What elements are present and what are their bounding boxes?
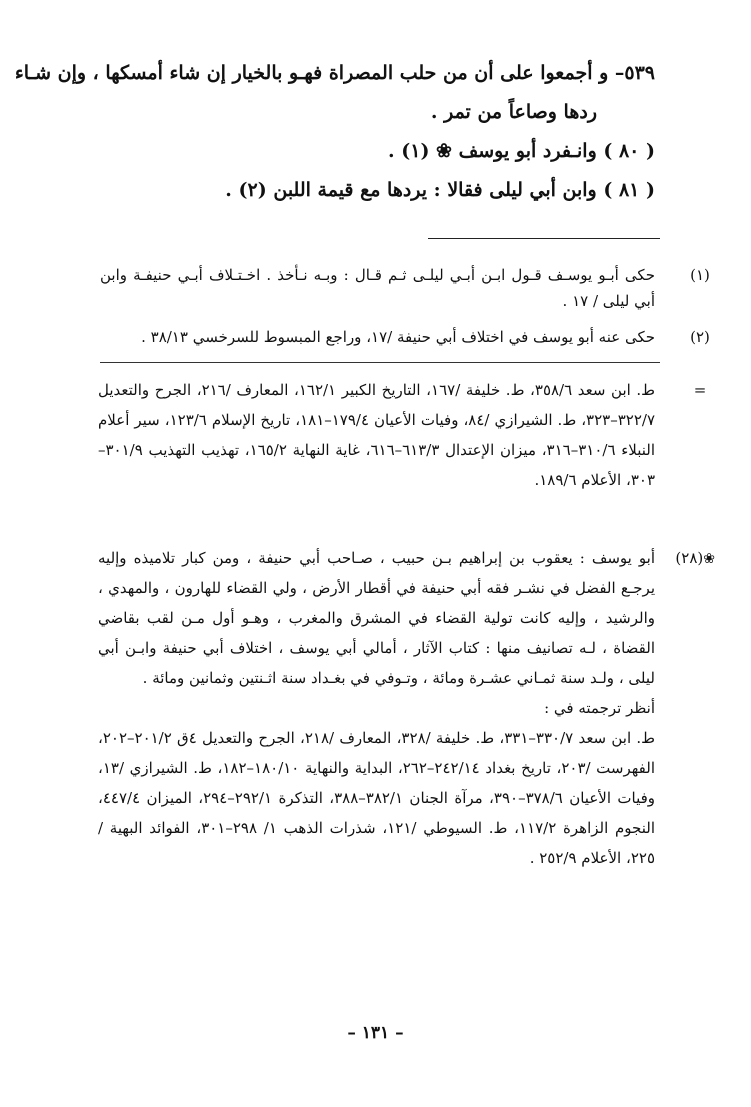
page-number: – ١٣١ – <box>347 1023 404 1043</box>
footnote-text: حكى أبـو يوسـف قـول ابـن أبـي ليلـى ثـم قـال : وبـه نـأخذ . اخـتـلاف أبـي حنيفـة وابن أبي ليلى / ١٧ . <box>100 266 655 310</box>
footnote-marker: (٢) <box>690 328 710 346</box>
main-line-81: ( ٨١ ) وابن أبي ليلى فقالا : يردها مع قيمة اللبن (٢) . <box>225 179 655 201</box>
biography-sources: ط. ابن سعد ٣٥٨/٦، ط. خليفة /١٦٧، التاريخ الكبير ١٦٢/١، المعارف /٢١٦، الجرح والتعديل ٣٢٢/٧–٣٢٣، ط. الشيرازي /٨٤، وفيات الأعيان ١٧٩/٤–١٨١، تاريخ الإسلام ١٢٣/٦، سير أعلام النبلاء ٣١٠/٦–٣١٦، ميزان الإعتدال ٦١٣/٣–٦١٦، غاية النهاية ١٦٥/٢، تهذيب التهذيب ٣٠١/٩–٣٠٣، الأعلام ١٨٩/٦. <box>98 381 656 489</box>
biography-see-also: أنظر ترجمته في : <box>544 699 655 717</box>
main-line-continuation: ردها وصاعاً من تمر . <box>430 101 597 123</box>
biography-marker: ❀(٢٨) <box>675 549 715 567</box>
main-line-80: ( ٨٠ ) وانـفرد أبو يوسف ❀ (١) . <box>387 140 655 162</box>
biography-references: ط. ابن سعد ٣٣٠/٧–٣٣١، ط. خليفة /٣٢٨، المعارف /٢١٨، الجرح والتعديل ٤ق ٢٠١/٢–٢٠٢، الفهرست /٢٠٣، تاريخ بغداد ٢٤٢/١٤–٢٦٢، البداية والنهاية ١٨٠/١٠–١٨٢، ط. الشيرازي /١٣، وفيات الأعيان ٣٧٨/٦–٣٩٠، مرآة الجنان ٣٨٢/١–٣٨٨، التذكرة ٢٩٢/١–٢٩٤، الميزان ٤٤٧/٤، النجوم الزاهرة ١١٧/٢، ط. السيوطي /١٢١، شذرات الذهب ١/ ٢٩٨–٣٠١، الفوائد البهية /٢٢٥، الأعلام ٢٥٢/٩ . <box>98 729 656 867</box>
biography-abu-yusuf <box>98 543 715 873</box>
footnote-2 <box>100 324 710 350</box>
biography-paragraph: أبو يوسف : يعقوب بن إبراهيم بـن حبيب ، صـاحب أبي حنيفة ، ومن كبار تلاميذه وإليه يرجـع الفضل في نشـر فقه أبي حنيفة في أقطار الأرض ، ولي القضاء للهارون ، والمهدي ، والرشيد ، وإليه كانت تولية القضاء في المشرق والمغرب ، وهـو أول مـن لقب بقاضي القضاة ، لـه تصانيف منها : كتاب الآثار ، أمالي أبي يوسف ، اختلاف أبي حنيفة وابـن أبي ليلى ، ولـد سنة ثمـاني عشـرة ومائة ، وتـوفي في بغـداد سنة اثـنتين وثمانين ومائة . <box>98 549 655 687</box>
biography-continuation <box>98 375 707 495</box>
main-line-539: ٥٣٩– و أجمعوا على أن من حلب المصراة فهـو بالخيار إن شاء أمسكها ، وإن شـاء <box>14 62 655 84</box>
main-text <box>14 62 655 218</box>
footnote-marker: (١) <box>690 266 710 284</box>
continuation-marker: = <box>693 381 707 399</box>
flower-icon: ❀ <box>703 551 715 567</box>
biography-divider <box>100 362 660 363</box>
footnote-1 <box>100 262 710 314</box>
footnote-text: حكى عنه أبو يوسف في اختلاف أبي حنيفة /١٧، وراجع المبسوط للسرخسي ٣٨/١٣ . <box>141 328 655 346</box>
footnote-divider <box>428 238 660 239</box>
